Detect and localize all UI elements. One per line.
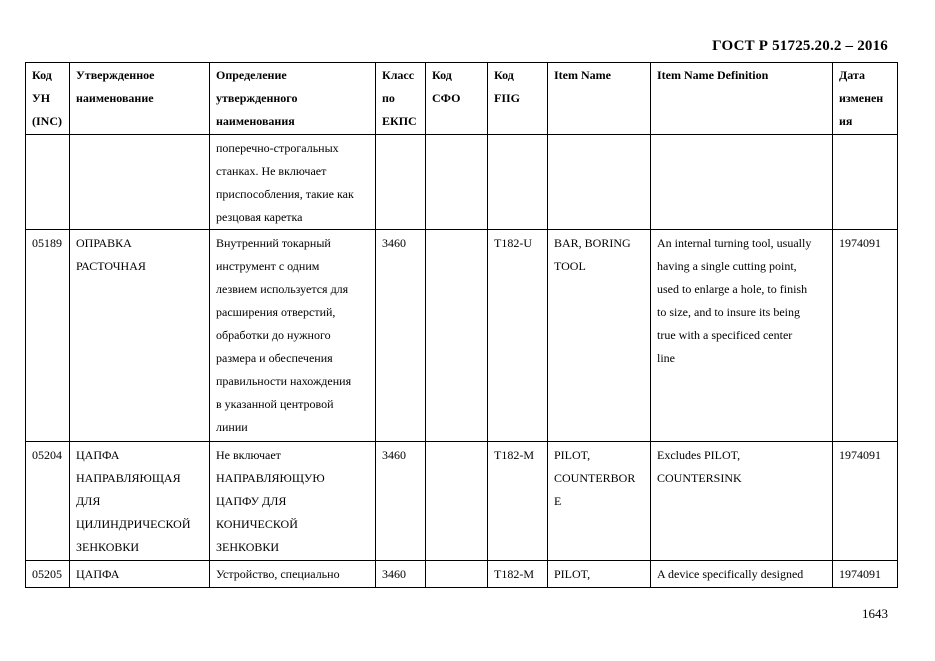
- cell-text-line: ЗЕНКОВКИ: [76, 540, 140, 554]
- table-row: [26, 561, 898, 588]
- classification-table: [25, 62, 898, 588]
- cell-approved-name: [70, 230, 210, 442]
- cell-text-line: PILOT,: [554, 448, 591, 462]
- header-text-line: FIIG: [494, 91, 521, 105]
- header-text-line: Item Name: [554, 68, 611, 82]
- cell-change-date: [833, 230, 898, 442]
- header-text-line: по: [382, 91, 395, 105]
- cell-approved-name-definition: [210, 442, 376, 561]
- cell-sfo-code: [426, 561, 488, 588]
- header-text-line: Утвержденное: [76, 68, 155, 82]
- cell-text-line: 1974091: [839, 567, 881, 581]
- cell-text-line: приспособления, такие как: [216, 187, 354, 201]
- cell-text-line: ЦАПФА: [76, 448, 120, 462]
- table-header-row: [26, 63, 898, 135]
- cell-inc-code: [26, 230, 70, 442]
- cell-text-line: T182-M: [494, 448, 534, 462]
- cell-item-name-definition: [651, 135, 833, 230]
- cell-text-line: 1974091: [839, 448, 881, 462]
- cell-text-line: РАСТОЧНАЯ: [76, 259, 146, 273]
- cell-item-name: [548, 442, 651, 561]
- cell-text-line: НАПРАВЛЯЮЩАЯ: [76, 471, 181, 485]
- header-text-line: Класс: [382, 68, 415, 82]
- cell-text-line: used to enlarge a hole, to finish: [657, 282, 808, 296]
- header-text-line: (INC): [32, 114, 62, 128]
- cell-sfo-code: [426, 230, 488, 442]
- cell-text-line: ДЛЯ: [76, 494, 101, 508]
- cell-text-line: 3460: [382, 448, 406, 462]
- header-text-line: изменен: [839, 91, 884, 105]
- table-row: [26, 442, 898, 561]
- cell-change-date: [833, 442, 898, 561]
- table-row: [26, 230, 898, 442]
- column-header-item-name-definition: [651, 63, 833, 135]
- header-text-line: Дата: [839, 68, 865, 82]
- cell-text-line: Не включает: [216, 448, 281, 462]
- cell-fiig-code: [488, 442, 548, 561]
- cell-text-line: 1974091: [839, 236, 881, 250]
- cell-text-line: Excludes PILOT,: [657, 448, 741, 462]
- cell-text-line: ОПРАВКА: [76, 236, 132, 250]
- cell-ekps-class: [376, 135, 426, 230]
- cell-item-name: [548, 230, 651, 442]
- cell-change-date: [833, 135, 898, 230]
- column-header-ekps-class: [376, 63, 426, 135]
- cell-text-line: ЦАПФУ ДЛЯ: [216, 494, 287, 508]
- cell-text-line: станках. Не включает: [216, 164, 327, 178]
- cell-text-line: линии: [216, 420, 248, 434]
- cell-text-line: правильности нахождения: [216, 374, 352, 388]
- cell-text-line: 3460: [382, 236, 406, 250]
- cell-ekps-class: [376, 561, 426, 588]
- cell-text-line: поперечно-строгальных: [216, 141, 339, 155]
- cell-approved-name-definition: [210, 135, 376, 230]
- cell-text-line: резцовая каретка: [216, 210, 303, 224]
- cell-text-line: расширения отверстий,: [216, 305, 336, 319]
- header-text-line: ия: [839, 114, 853, 128]
- cell-sfo-code: [426, 442, 488, 561]
- header-text-line: УН: [32, 91, 51, 105]
- header-text-line: Код: [32, 68, 52, 82]
- header-text-line: Код: [494, 68, 514, 82]
- column-header-fiig-code: [488, 63, 548, 135]
- cell-item-name: [548, 135, 651, 230]
- cell-fiig-code: [488, 230, 548, 442]
- page-number: 1643: [862, 606, 888, 621]
- cell-text-line: true with a specificed center: [657, 328, 793, 342]
- column-header-change-date: [833, 63, 898, 135]
- header-text-line: Определение: [216, 68, 287, 82]
- cell-text-line: лезвием используется для: [216, 282, 349, 296]
- header-text-line: Код: [432, 68, 452, 82]
- cell-text-line: размера и обеспечения: [216, 351, 333, 365]
- cell-sfo-code: [426, 135, 488, 230]
- document-title: ГОСТ Р 51725.20.2 – 2016: [712, 38, 888, 54]
- cell-ekps-class: [376, 230, 426, 442]
- cell-text-line: Внутренний токарный: [216, 236, 331, 250]
- cell-text-line: BAR, BORING: [554, 236, 631, 250]
- cell-text-line: ЦАПФА: [76, 567, 120, 581]
- cell-text-line: НАПРАВЛЯЮЩУЮ: [216, 471, 325, 485]
- cell-approved-name: [70, 135, 210, 230]
- cell-approved-name: [70, 561, 210, 588]
- cell-inc-code: [26, 135, 70, 230]
- cell-text-line: E: [554, 494, 562, 508]
- cell-text-line: COUNTERBOR: [554, 471, 636, 485]
- column-header-item-name: [548, 63, 651, 135]
- column-header-approved-name-definition: [210, 63, 376, 135]
- header-text-line: утвержденного: [216, 91, 298, 105]
- cell-text-line: в указанной центровой: [216, 397, 334, 411]
- cell-inc-code: [26, 561, 70, 588]
- cell-item-name-definition: [651, 561, 833, 588]
- table-row: [26, 135, 898, 230]
- cell-text-line: TOOL: [554, 259, 586, 273]
- cell-fiig-code: [488, 135, 548, 230]
- column-header-approved-name: [70, 63, 210, 135]
- cell-text-line: An internal turning tool, usually: [657, 236, 812, 250]
- cell-approved-name-definition: [210, 230, 376, 442]
- cell-text-line: line: [657, 351, 675, 365]
- cell-approved-name-definition: [210, 561, 376, 588]
- cell-text-line: A device specifically designed: [657, 567, 804, 581]
- cell-text-line: to size, and to insure its being: [657, 305, 800, 319]
- cell-inc-code: [26, 442, 70, 561]
- cell-text-line: T182-M: [494, 567, 534, 581]
- cell-item-name-definition: [651, 442, 833, 561]
- cell-text-line: having a single cutting point,: [657, 259, 797, 273]
- cell-approved-name: [70, 442, 210, 561]
- cell-text-line: 05189: [32, 236, 62, 250]
- header-text-line: наименования: [216, 114, 295, 128]
- header-text-line: наименование: [76, 91, 154, 105]
- cell-text-line: Устройство, специально: [216, 567, 340, 581]
- cell-text-line: 05205: [32, 567, 62, 581]
- cell-text-line: КОНИЧЕСКОЙ: [216, 517, 298, 531]
- header-text-line: Item Name Definition: [657, 68, 769, 82]
- cell-text-line: COUNTERSINK: [657, 471, 742, 485]
- cell-ekps-class: [376, 442, 426, 561]
- cell-item-name: [548, 561, 651, 588]
- cell-change-date: [833, 561, 898, 588]
- column-header-inc-code: [26, 63, 70, 135]
- column-header-sfo-code: [426, 63, 488, 135]
- cell-text-line: T182-U: [494, 236, 532, 250]
- cell-text-line: 3460: [382, 567, 406, 581]
- cell-text-line: инструмент с одним: [216, 259, 320, 273]
- cell-text-line: ЗЕНКОВКИ: [216, 540, 280, 554]
- header-text-line: СФО: [432, 91, 461, 105]
- header-text-line: ЕКПС: [382, 114, 417, 128]
- cell-text-line: PILOT,: [554, 567, 591, 581]
- cell-text-line: ЦИЛИНДРИЧЕСКОЙ: [76, 517, 191, 531]
- cell-text-line: 05204: [32, 448, 62, 462]
- cell-fiig-code: [488, 561, 548, 588]
- cell-text-line: обработки до нужного: [216, 328, 331, 342]
- cell-item-name-definition: [651, 230, 833, 442]
